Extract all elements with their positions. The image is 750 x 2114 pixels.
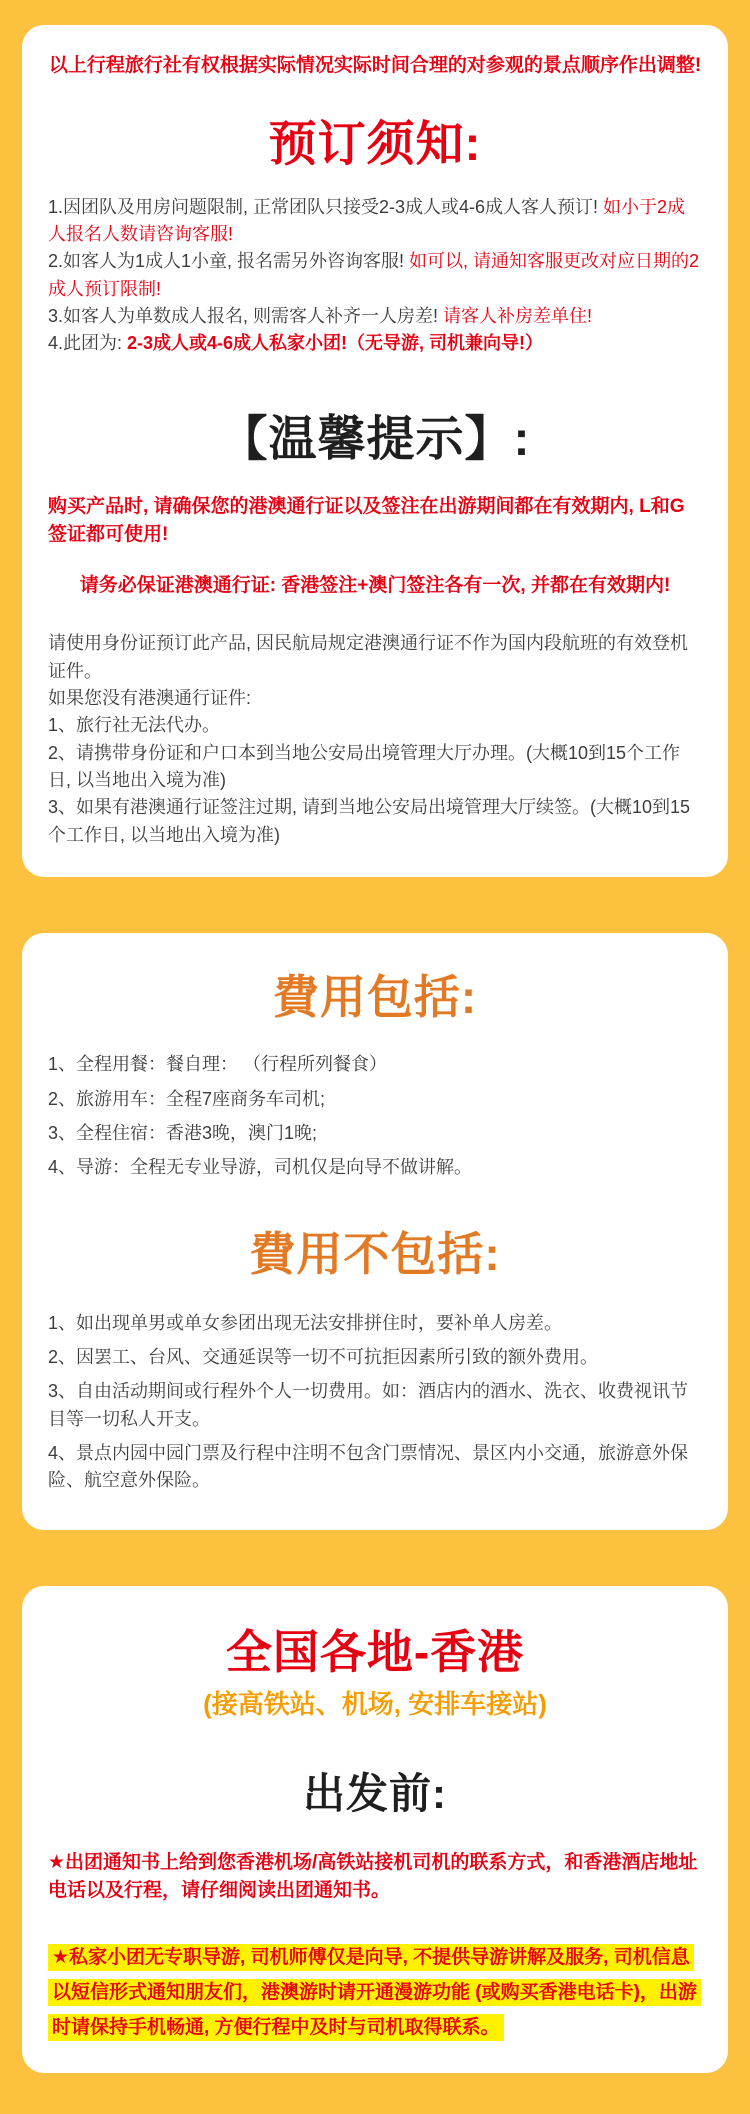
fees-excluded-title: 費用不包括: (249, 1227, 501, 1280)
notice-item (48, 248, 702, 303)
itinerary-adjust-banner: 以上行程旅行社有权根据实际情况实际时间合理的对参观的景点顺序作出调整! (48, 55, 702, 76)
notice-item-emphasis: 如可以, 请通知客服更改对应日期的2成人预订限制! (48, 251, 700, 299)
fees-included-title: 費用包括: (272, 971, 478, 1024)
fees-excluded-list (48, 1310, 702, 1495)
driver-contact-highlight (48, 1940, 702, 2045)
warm-tips-title: 【温馨提示】: (219, 412, 531, 466)
permit-validity-warning: 购买产品时, 请确保您的港澳通行证以及签注在出游期间都在有效期内, L和G签证都可使用! (48, 495, 685, 546)
permit-instructions (48, 630, 702, 849)
notice-item-text: 1.因团队及用房问题限制, 正常团队只接受2-3成人或4-6成人客人预订! (48, 196, 604, 217)
fee-included-item: 3、全程住宿：香港3晚，澳门1晚; (48, 1122, 318, 1143)
permit-instruction-line: 请使用身份证预订此产品, 因民航局规定港澳通行证不作为国内段航班的有效登机证件。 (48, 633, 688, 681)
route-pickup-subtitle: (接高铁站、机场, 安排车接站) (203, 1688, 547, 1719)
permit-instruction-line: 如果您没有港澳通行证件: (48, 688, 251, 709)
notice-item (48, 330, 702, 357)
notice-item (48, 194, 702, 249)
fee-excluded-item: 1、如出现单男或单女参团出现无法安排拼住时，要补单人房差。 (48, 1312, 563, 1333)
notice-item-text: 3.如客人为单数成人报名, 则需客人补齐一人房差! (48, 306, 444, 327)
notice-item-emphasis: 2-3成人或4-6成人私家小团!（无导游, 司机兼向导!） (127, 333, 544, 354)
permit-instruction-line: 3、如果有港澳通行证签注过期, 请到当地公安局出境管理大厅续签。(大概10到15个工作日, 以当地出入境为准) (48, 797, 691, 845)
notice-item-emphasis: 请客人补房差单住! (443, 306, 593, 327)
fee-excluded-item: 2、因罢工、台风、交通延误等一切不可抗拒因素所引致的额外费用。 (48, 1346, 599, 1367)
route-title: 全国各地-香港 (225, 1625, 525, 1678)
notice-item (48, 303, 702, 330)
notice-item-emphasis: 如小于2成人报名人数请咨询客服! (48, 196, 686, 244)
booking-notice-card (22, 25, 728, 877)
booking-notice-title: 预订须知: (268, 117, 482, 171)
before-departure-title: 出发前: (303, 1769, 447, 1817)
permit-instruction-line: 2、请携带身份证和户口本到当地公安局出境管理大厅办理。(大概10到15个工作日, 以当地出入境为准) (48, 742, 681, 791)
departure-card (22, 1586, 728, 2073)
fee-excluded-item: 3、自由活动期间或行程外个人一切费用。如：酒店内的酒水、洗衣、收费视讯节目等一切私人开支。 (48, 1381, 689, 1429)
booking-notice-list (48, 194, 702, 358)
fee-excluded-item: 4、景点内园中园门票及行程中注明不包含门票情况、景区内小交通，旅游意外保险、航空意外保险。 (48, 1443, 689, 1491)
permit-instruction-line: 1、旅行社无法代办。 (48, 715, 221, 736)
driver-contact-highlight-text: ★私家小团无专职导游, 司机师傅仅是向导, 不提供导游讲解及服务, 司机信息以短信形式通知朋友们，港澳游时请开通漫游功能 (或购买香港电话卡)，出游时请保持手机畅通, 方便行程中及时与司机取得联系。 (48, 1944, 701, 2041)
permit-endorsement-warning: 请务必保证港澳通行证: 香港签注+澳门签注各有一次, 并都在有效期内! (79, 574, 671, 596)
notice-item-text: 4.此团为: (48, 333, 128, 354)
fee-included-item: 1、全程用餐：餐自理： （行程所列餐食） (48, 1054, 388, 1075)
notice-item-text: 2.如客人为1成人1小童, 报名需另外咨询客服! (48, 251, 410, 272)
fees-included-list (48, 1051, 702, 1181)
fee-included-item: 4、导游：全程无专业导游，司机仅是向导不做讲解。 (48, 1157, 473, 1178)
departure-notice: ★出团通知书上给到您香港机场/高铁站接机司机的联系方式，和香港酒店地址电话以及行程，请仔细阅读出团通知书。 (48, 1851, 698, 1902)
fee-included-item: 2、旅游用车：全程7座商务车司机; (48, 1088, 326, 1109)
fees-card (22, 933, 728, 1530)
